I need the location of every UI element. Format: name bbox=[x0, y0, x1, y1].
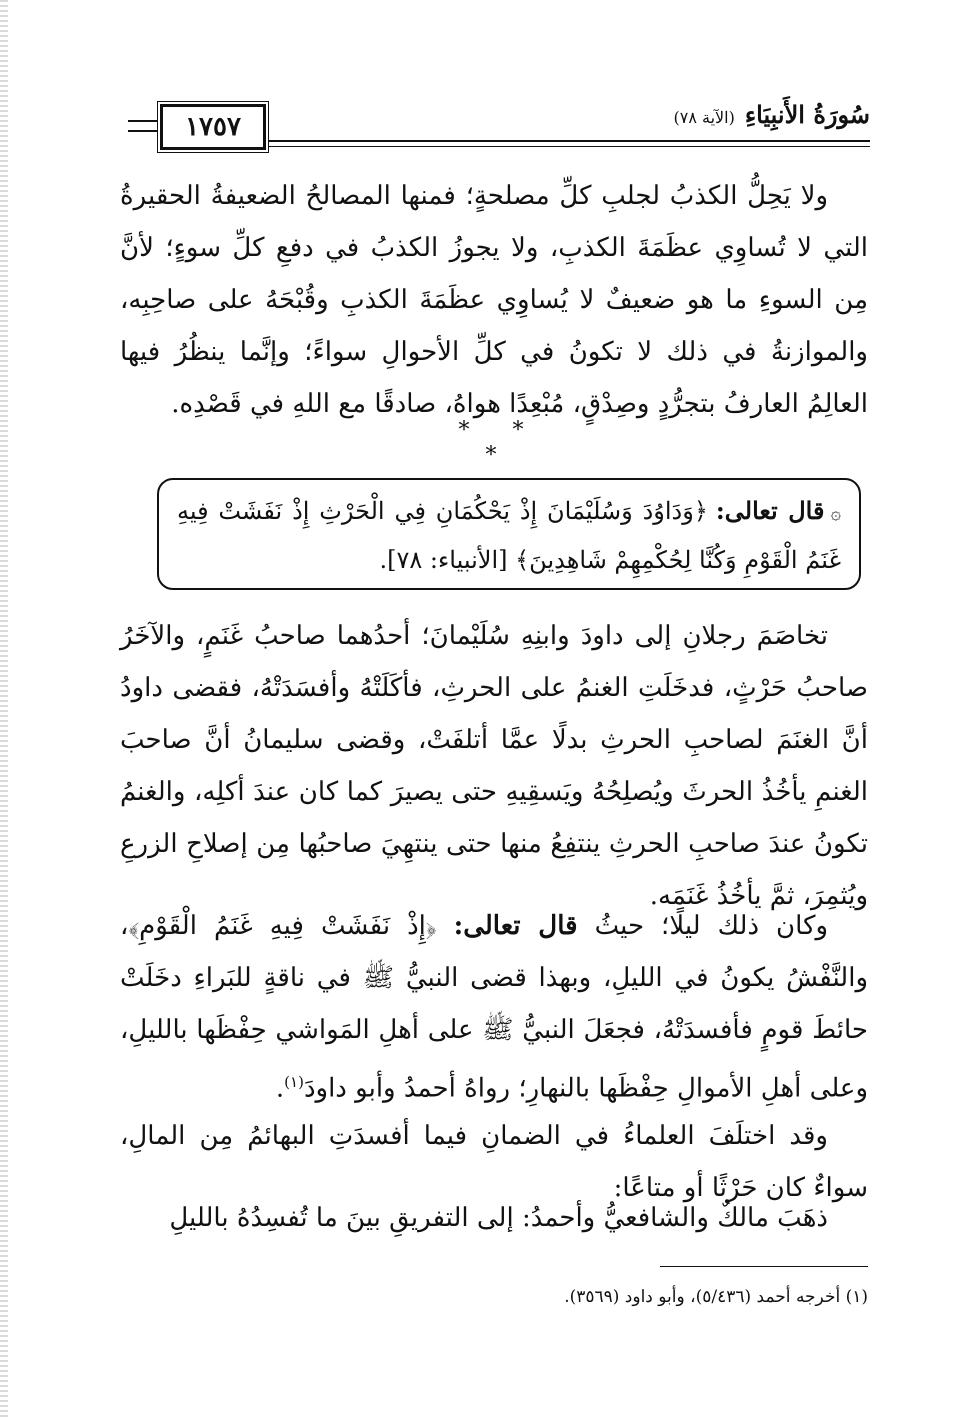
paragraph-text: ، والنَّفْشُ يكونُ في الليلِ، وبهذا قضى النبيُّ ﷺ في ناقةٍ للبَراءِ دخَلَتْ حائطَ قومٍ فأفسدَتْهُ، فجعَلَ النبيُّ ﷺ على أهلِ المَواشي حِفْظَها بالليلِ، وعلى أهلِ الأموالِ حِفْظَها بالنهارِ؛ رواهُ أحمدُ وأبو داودَ bbox=[120, 911, 868, 1104]
ayah-reference: (الآية ٧٨) bbox=[673, 108, 735, 127]
scan-edge-artifact bbox=[0, 0, 8, 1417]
surah-title: سُورَةُ الأَنبِيَاءِ bbox=[744, 100, 870, 129]
page-number: ١٧٥٧ bbox=[160, 104, 266, 150]
header-rule bbox=[268, 146, 870, 147]
paragraph: وكان ذلك ليلًا؛ حيثُ قال تعالى: ﴿إِذْ نَفَشَتْ فِيهِ غَنَمُ الْقَوْمِ﴾، والنَّفْشُ يكونُ في الليلِ، وبهذا قضى النبيُّ ﷺ في ناقةٍ للبَراءِ دخَلَتْ حائطَ قومٍ فأفسدَتْهُ، فجعَلَ النبيُّ ﷺ على أهلِ المَواشي حِفْظَها بالليلِ، وعلى أهلِ الأموالِ حِفْظَها بالنهارِ؛ رواهُ أحمدُ وأبو داودَ$^{(١)}$. bbox=[120, 911, 868, 1104]
footnote-ref[interactable]: (١) bbox=[284, 1073, 304, 1091]
paragraph bbox=[120, 610, 868, 922]
verse-text: ﴿وَدَاوُدَ وَسُلَيْمَانَ إِذْ يَحْكُمَانِ فِي الْحَرْثِ إِذْ نَفَشَتْ فِيهِ غَنَمُ الْقَوْمِ وَكُنَّا لِحُكْمِهِمْ شَاهِدِينَ﴾ bbox=[177, 497, 841, 574]
verse-lead: قال تعالى: bbox=[715, 496, 825, 525]
header-rule bbox=[128, 120, 158, 122]
paragraph-text: وقد اختلَفَ العلماءُ في الضمانِ فيما أفسدَتِ البهائمُ مِن المالِ، سواءٌ كان حَرْثًا أو متاعًا: bbox=[120, 1121, 868, 1203]
footnote-divider bbox=[660, 1266, 868, 1267]
verse-ornament-icon: ۞ bbox=[830, 503, 841, 524]
paragraph-text: وكان ذلك ليلًا؛ حيثُ bbox=[577, 911, 829, 941]
header-rule bbox=[268, 140, 870, 142]
verse-box bbox=[157, 478, 861, 590]
paragraph bbox=[120, 1192, 868, 1244]
section-separator: * * * bbox=[458, 418, 542, 468]
verse-citation: [الأنبياء: ٧٨]. bbox=[379, 546, 516, 574]
running-title bbox=[673, 100, 870, 129]
page-header bbox=[128, 100, 870, 156]
quote-lead: قال تعالى: bbox=[453, 911, 578, 941]
quran-quote: ﴿إِذْ نَفَشَتْ فِيهِ غَنَمُ الْقَوْمِ﴾ bbox=[128, 911, 454, 941]
header-rule bbox=[128, 130, 158, 132]
paragraph bbox=[120, 170, 868, 430]
footnote: (١) أخرجه أحمد (٥/٤٣٦)، وأبو داود (٣٥٦٩). bbox=[564, 1287, 868, 1307]
paragraph-text: ولا يَحِلُّ الكذبُ لجلبِ كلِّ مصلحةٍ؛ فمنها المصالحُ الضعيفةُ الحقيرةُ التي لا تُساوِي عظَمَةَ الكذبِ، ولا يجوزُ الكذبُ في دفعِ كلِّ سوءٍ؛ لأنَّ مِن السوءِ ما هو ضعيفٌ لا يُساوِي عظَمَةَ الكذبِ وقُبْحَهُ على صاحِبِه، والموازنةُ في ذلك لا تكونُ في كلِّ الأحوالِ سواءً؛ وإنَّما ينظُرُ فيها العالِمُ العارفُ بتجرُّدٍ وصِدْقٍ، مُبْعِدًا هواهُ، صادقًا مع اللهِ في قَصْدِه. bbox=[120, 181, 868, 419]
paragraph-text: ذهَبَ مالكٌ والشافعيُّ وأحمدُ: إلى التفريقِ بينَ ما تُفسِدُهُ بالليلِ bbox=[169, 1203, 828, 1233]
paragraph-text: تخاصَمَ رجلانِ إلى داودَ وابنِهِ سُلَيْمانَ؛ أحدُهما صاحبُ غَنَمٍ، والآخَرُ صاحبُ حَرْثٍ، فدخَلَتِ الغنمُ على الحرثِ، فأكَلَتْهُ وأفسَدَتْهُ، فقضى داودُ أنَّ الغنَمَ لصاحبِ الحرثِ بدلًا عمَّا أتلفَتْ، وقضى سليمانُ أنَّ صاحبَ الغنمِ يأخُذُ الحرثَ ويُصلِحُهُ ويَسقِيهِ حتى يصيرَ كما كان عندَ أكلِه، والغنمُ تكونُ عندَ صاحبِ الحرثِ ينتفِعُ منها حتى ينتهِيَ صاحبُها مِن إصلاحِ الزرعِ ويُثمِرَ، ثمَّ يأخُذُ غَنَمَه. bbox=[120, 621, 869, 911]
